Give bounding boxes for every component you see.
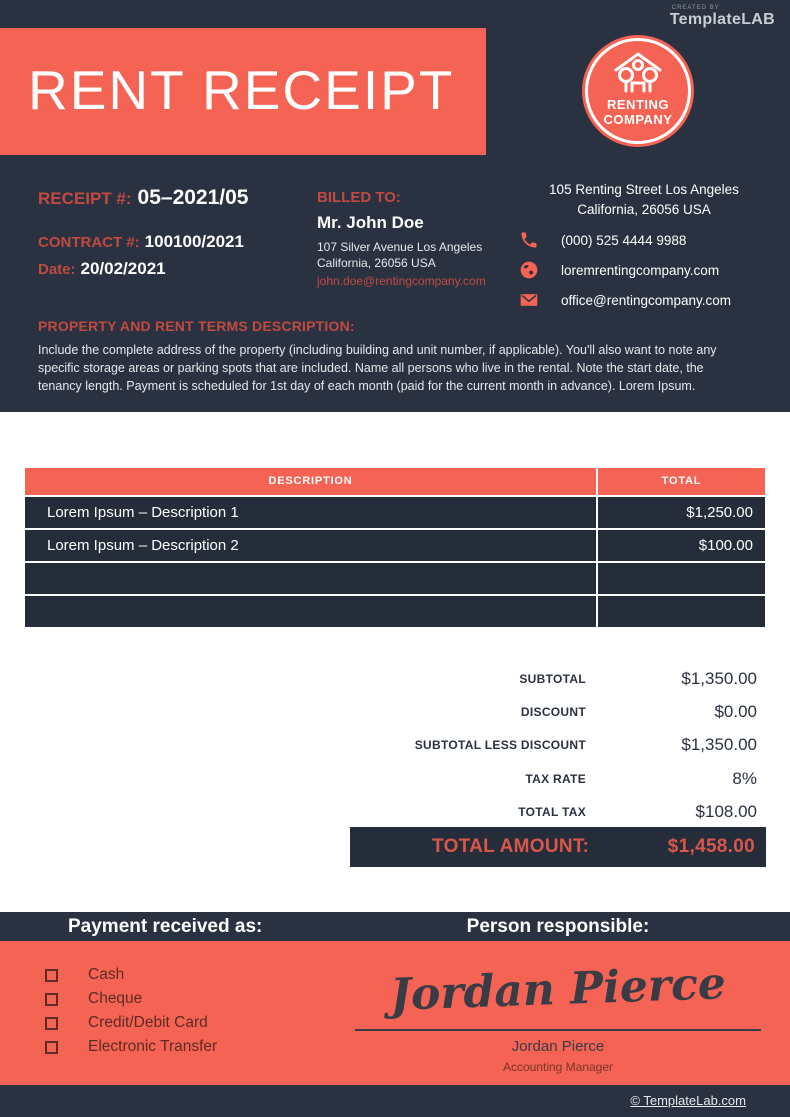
templatelab-brandmark (670, 5, 775, 29)
table-row (25, 530, 765, 561)
subtotal-less-discount-label: SUBTOTAL LESS DISCOUNT (414, 738, 586, 753)
contract-number-label: CONTRACT #: (38, 234, 140, 251)
templatelab-footer-link[interactable]: © TemplateLab.com (630, 1093, 746, 1108)
company-address (505, 180, 783, 220)
person-responsible-heading: Person responsible: (466, 916, 650, 937)
logo-line1: RENTING (607, 97, 669, 112)
item-total: $1,250.00 (598, 497, 765, 528)
house-icon (606, 49, 670, 95)
totals-block (350, 662, 766, 829)
website-row (505, 260, 783, 280)
payment-option-card (45, 1011, 217, 1035)
table-row (25, 497, 765, 528)
page-title: RENT RECEIPT (28, 59, 455, 121)
email-row (505, 290, 783, 310)
title-banner (0, 28, 486, 155)
property-terms-block (38, 318, 738, 395)
discount-row (350, 695, 766, 728)
globe-icon (519, 260, 539, 280)
property-terms-heading: PROPERTY AND RENT TERMS DESCRIPTION: (38, 318, 355, 334)
receipt-number-row (38, 186, 248, 210)
total-column-header: TOTAL (598, 468, 765, 495)
total-tax-label: TOTAL TAX (518, 805, 586, 820)
discount-label: DISCOUNT (520, 705, 586, 720)
signature-script: Jordan Pierce (389, 958, 727, 1021)
property-terms-body: Include the complete address of the property (including building and unit number, if applicable). You'll also want to note any specific storage areas or parking spots that are included. Name all persons who live in the rental. Note the start date, the tenancy length. Payment is scheduled for 1st day of each month (paid for the current month in advance). Lorem Ipsum. (38, 343, 717, 393)
billed-to-email: john.doe@rentingcompany.com (317, 274, 486, 288)
total-amount-label: TOTAL AMOUNT: (432, 836, 590, 857)
date-row (38, 259, 248, 279)
billed-to-block (317, 189, 512, 288)
phone-number: (000) 525 4444 9988 (561, 232, 687, 248)
tax-rate-label: TAX RATE (525, 771, 586, 786)
phone-row (505, 230, 783, 250)
billed-to-name: Mr. John Doe (317, 213, 424, 232)
created-by-label: CREATED BY (671, 5, 720, 11)
item-description (25, 563, 596, 594)
billed-to-address-line2: California, 26056 USA (317, 256, 436, 270)
total-tax-value: $108.00 (695, 802, 757, 822)
electronic-transfer-checkbox[interactable] (45, 1041, 58, 1054)
logo-text (582, 97, 694, 127)
cash-label: Cash (88, 966, 125, 983)
total-amount-bar (350, 827, 766, 867)
billed-to-heading: BILLED TO: (317, 189, 401, 206)
subtotal-value: $1,350.00 (681, 668, 757, 688)
tax-rate-row (350, 762, 766, 795)
items-table (25, 468, 765, 629)
logo-line2: COMPANY (603, 112, 673, 127)
payment-option-cheque (45, 987, 217, 1011)
envelope-icon (519, 290, 539, 310)
electronic-transfer-label: Electronic Transfer (88, 1038, 218, 1055)
card-checkbox[interactable] (45, 1017, 58, 1030)
cash-checkbox[interactable] (45, 969, 58, 982)
payment-option-electronic-transfer (45, 1035, 217, 1059)
subtotal-label: SUBTOTAL (519, 671, 586, 686)
responsible-role: Accounting Manager (502, 1060, 614, 1074)
receipt-info (38, 186, 248, 279)
table-row (25, 563, 765, 594)
receipt-number-value: 05–2021/05 (137, 186, 249, 209)
company-email: office@rentingcompany.com (561, 292, 732, 308)
company-address-line2: California, 26056 USA (577, 202, 711, 217)
receipt-number-label: RECEIPT #: (38, 189, 132, 208)
signature-block (350, 941, 766, 1074)
item-total (598, 596, 765, 627)
footer-bar (0, 1085, 790, 1117)
company-logo (582, 35, 694, 147)
contract-number-row (38, 232, 248, 252)
table-header-row (25, 468, 765, 495)
table-row (25, 596, 765, 627)
date-label: Date: (38, 261, 76, 278)
phone-icon (519, 230, 539, 250)
billed-to-address-line1: 107 Silver Avenue Los Angeles (317, 240, 483, 254)
tax-rate-value: 8% (732, 768, 757, 788)
header-section (0, 0, 790, 412)
description-column-header: DESCRIPTION (25, 468, 596, 495)
subtotal-less-discount-value: $1,350.00 (681, 735, 757, 755)
billed-to-address (317, 239, 512, 271)
bottom-headers-bar (0, 912, 790, 941)
subtotal-less-discount-row (350, 729, 766, 762)
cheque-checkbox[interactable] (45, 993, 58, 1006)
payment-option-cash (45, 963, 217, 987)
discount-value: $0.00 (714, 702, 757, 722)
company-contact-block (505, 180, 783, 310)
responsible-name: Jordan Pierce (511, 1038, 605, 1055)
templatelab-logo: TemplateLAB (669, 11, 775, 28)
payment-section (0, 941, 790, 1085)
total-tax-row (350, 796, 766, 829)
website-url: loremrentingcompany.com (561, 262, 720, 278)
item-description (25, 596, 596, 627)
total-amount-value: $1,458.00 (667, 836, 755, 857)
payment-options-list (45, 963, 217, 1059)
cheque-label: Cheque (88, 990, 143, 1007)
item-total (598, 563, 765, 594)
item-description: Lorem Ipsum – Description 1 (25, 497, 596, 528)
payment-received-heading: Payment received as: (68, 916, 263, 937)
subtotal-row (350, 662, 766, 695)
company-address-line1: 105 Renting Street Los Angeles (549, 182, 739, 197)
date-value: 20/02/2021 (80, 259, 166, 278)
item-description: Lorem Ipsum – Description 2 (25, 530, 596, 561)
contract-number-value: 100100/2021 (144, 232, 244, 251)
item-total: $100.00 (598, 530, 765, 561)
card-label: Credit/Debit Card (88, 1014, 208, 1031)
